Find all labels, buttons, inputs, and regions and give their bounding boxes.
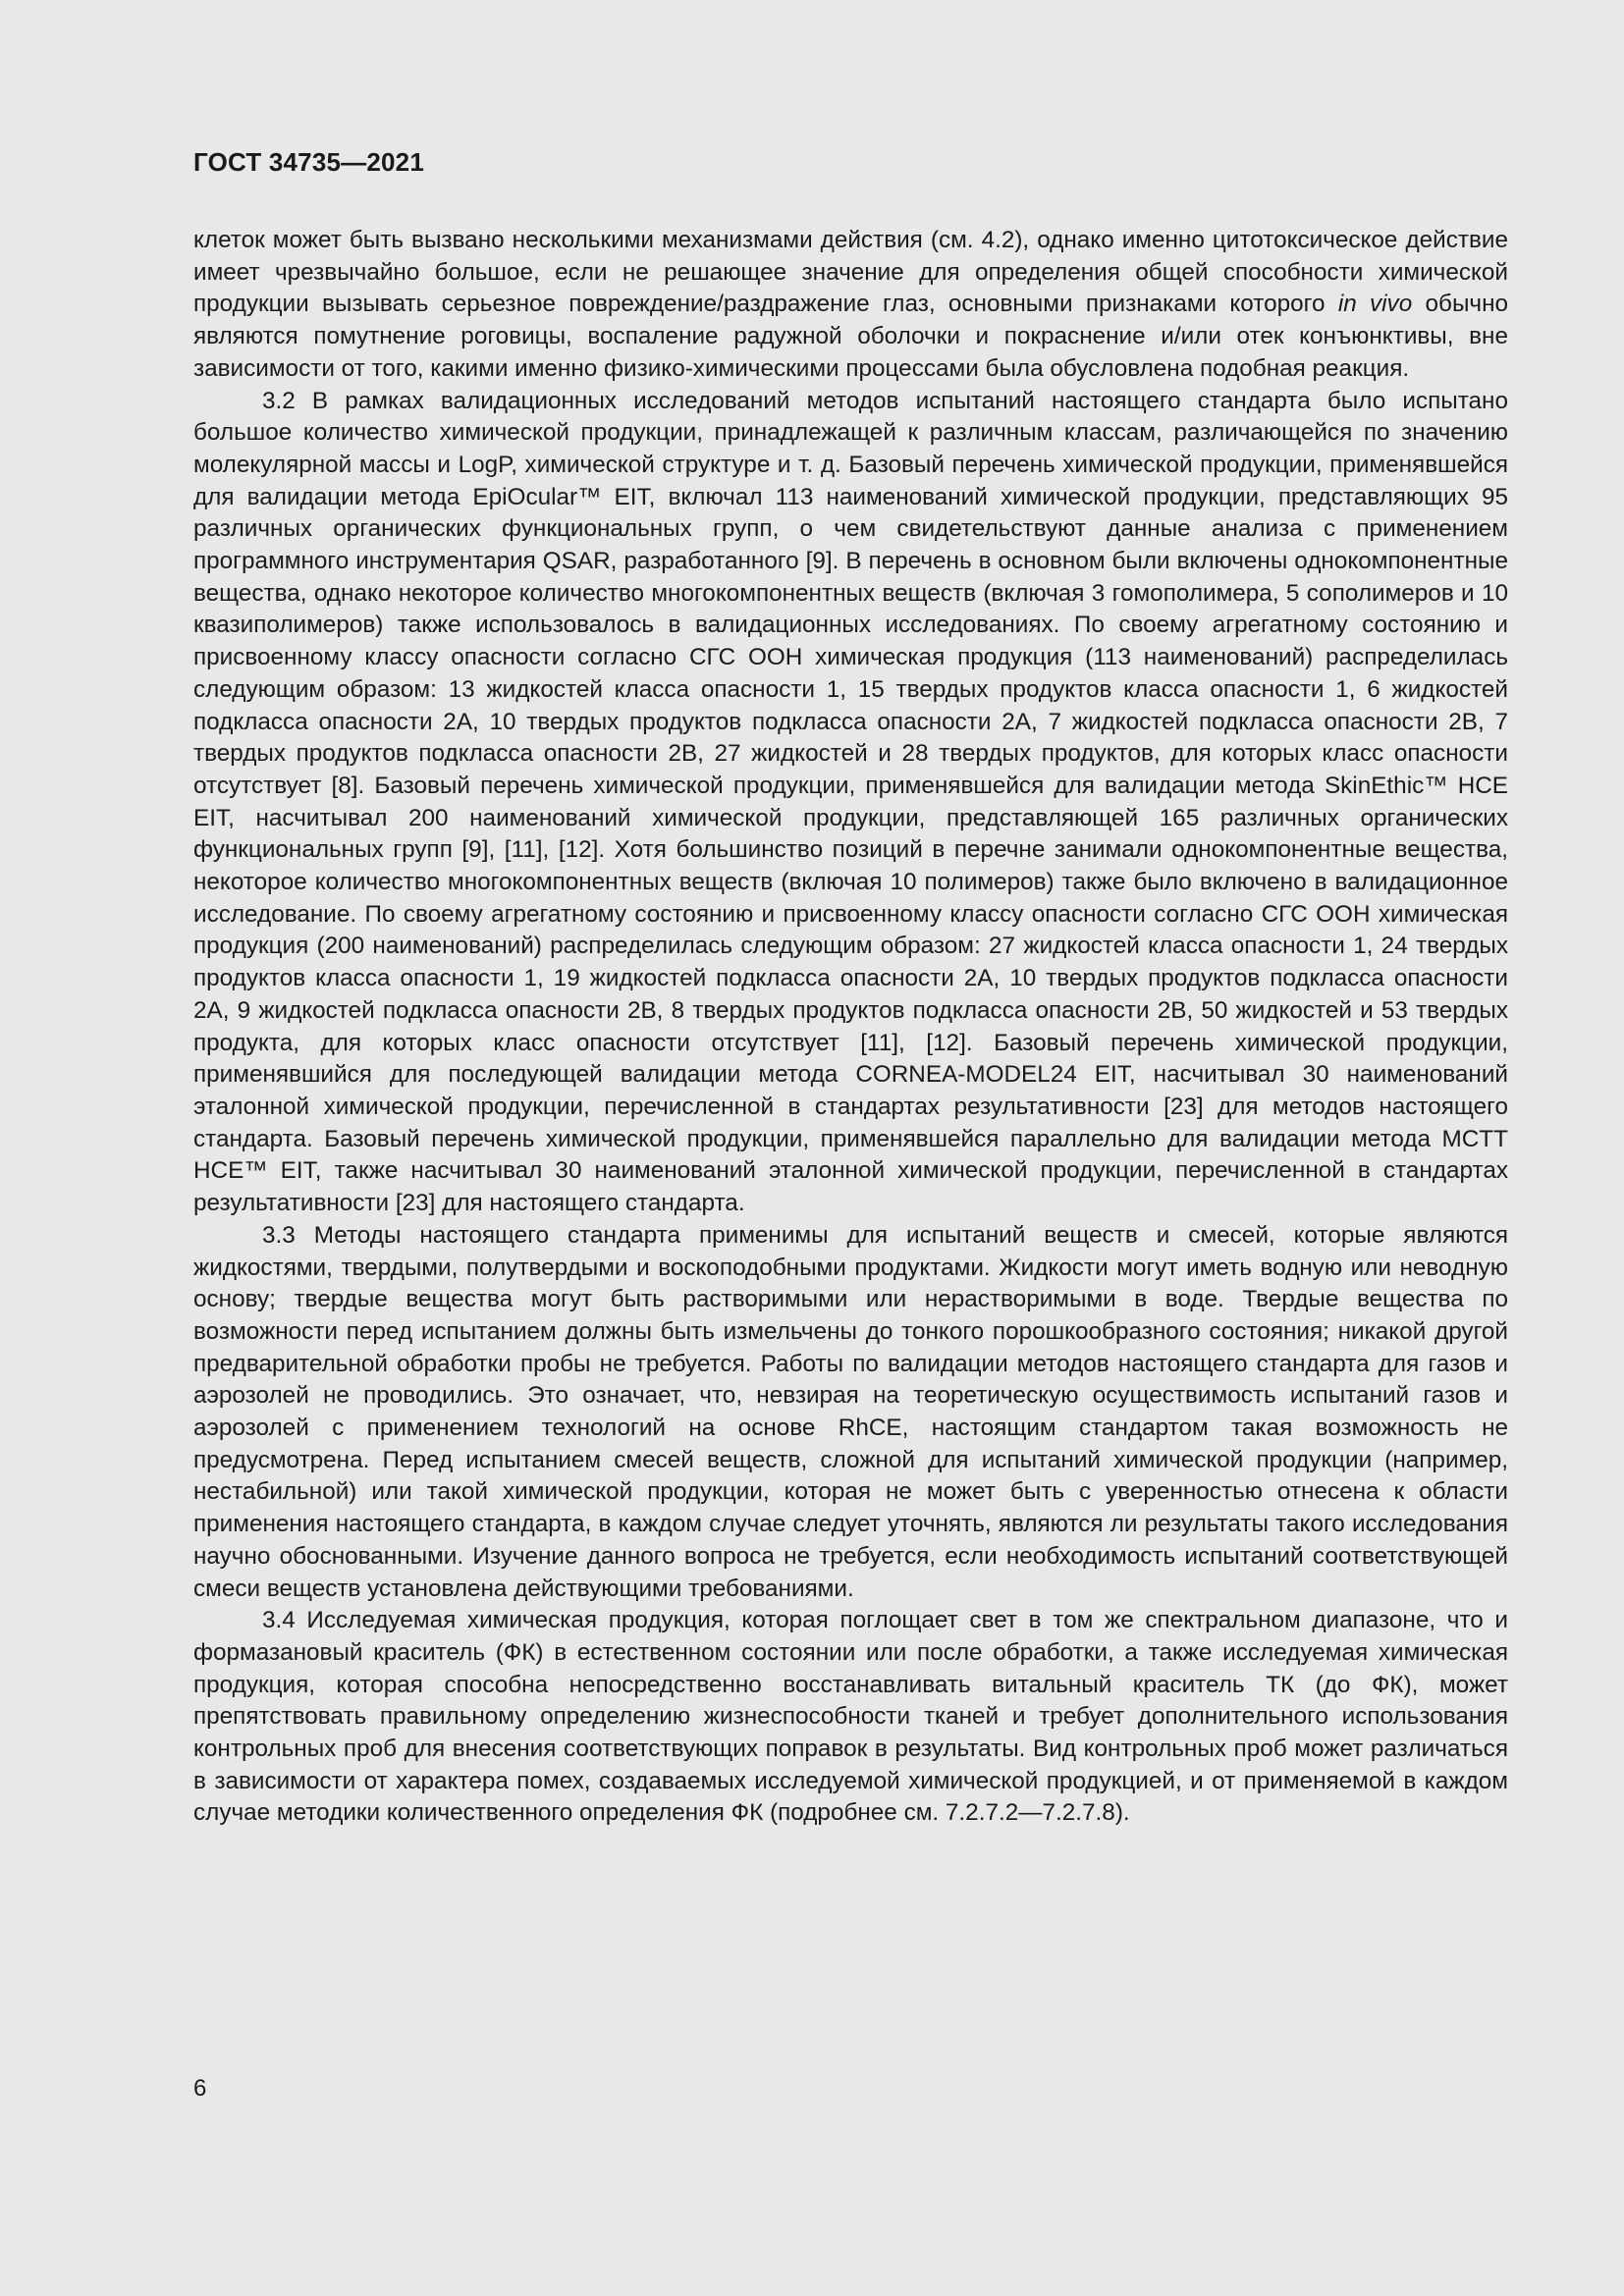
document-body [193, 225, 1508, 1830]
paragraph-continuation [193, 225, 1508, 386]
paragraph-text: клеток может быть вызвано несколькими механизмами действия (см. 4.2), однако именно цитотоксическое действие имеет чрезвычайно большое, если не решающее значение для определения общей способности химической продукции вызывать серьезное повреждение/раздражение глаз, основными признаками которого [193, 227, 1508, 318]
paragraph-3-4: 3.4 Исследуемая химическая продукция, которая поглощает свет в том же спектральном диапазоне, что и формазановый краситель (ФК) в естественном состоянии или после обработки, а также исследуемая химическая продукция, которая способна непосредственно восстанавливать витальный краситель ТК (до ФК), может препятствовать правильному определению жизнеспособности тканей и требует дополнительного использования контрольных проб для внесения соответствующих поправок в результаты. Вид контрольных проб может различаться в зависимости от характера помех, создаваемых исследуемой химической продукцией, и от применяемой в каждом случае методики количественного определения ФК (подробнее см. 7.2.7.2—7.2.7.8). [193, 1607, 1508, 1827]
italic-term: in vivo [1337, 291, 1413, 318]
paragraph-3-2: 3.2 В рамках валидационных исследований методов испытаний настоящего стандарта было испытано большое количество химической продукции, принадлежащей к различным классам, различающейся по значению молекулярной массы и LogP, химической структуре и т. д. Базовый перечень химической продукции, применявшейся для валидации метода EpiOcular™ EIT, включал 113 наименований химической продукции, представляющих 95 различных органических функциональных групп, о чем свидетельствуют данные анализа с применением программного инструментария QSAR, разработанного [9]. В перечень в основном были включены однокомпонентные вещества, однако некоторое количество многокомпонентных веществ (включая 3 гомополимера, 5 сополимеров и 10 квазиполимеров) также использовалось в валидационных исследованиях. По своему агрегатному состоянию и присвоенному классу опасности согласно СГС ООН химическая продукция (113 наименований) распределилась следующим образом: 13 жидкостей класса опасности 1, 15 твердых продуктов класса опасности 1, 6 жидкостей подкласса опасности 2А, 10 твердых продуктов подкласса опасности 2А, 7 жидкостей подкласса опасности 2В, 7 твердых продуктов подкласса опасности 2В, 27 жидкостей и 28 твердых продуктов, для которых класс опасности отсутствует [8]. Базовый перечень химической продукции, применявшейся для валидации метода SkinEthic™ HCE EIT, насчитывал 200 наименований химической продукции, представляющей 165 различных органических функциональных групп [9], [11], [12]. Хотя большинство позиций в перечне занимали однокомпонентные вещества, некоторое количество многокомпонентных веществ (включая 10 полимеров) также было включено в валидационное исследование. По своему агрегатному состоянию и присвоенному классу опасности согласно СГС ООН химическая продукция (200 наименований) распределилась следующим образом: 27 жидкостей класса опасности 1, 24 твердых продуктов класса опасности 1, 19 жидкостей подкласса опасности 2А, 10 твердых продуктов подкласса опасности 2А, 9 жидкостей подкласса опасности 2В, 8 твердых продуктов подкласса опасности 2В, 50 жидкостей и 53 твердых продукта, для которых класс опасности отсутствует [11], [12]. Базовый перечень химической продукции, применявшийся для последующей валидации метода CORNEA-MODEL24 EIT, насчитывал 30 наименований эталонной химической продукции, перечисленной в стандартах результативности [23] для методов настоящего стандарта. Базовый перечень химической продукции, применявшейся параллельно для валидации метода MCTT HCE™ EIT, также насчитывал 30 наименований эталонной химической продукции, перечисленной в стандартах результативности [23] для настоящего стандарта. [193, 387, 1508, 1217]
page-number: 6 [193, 2075, 207, 2102]
paragraph-3-3: 3.3 Методы настоящего стандарта применимы для испытаний веществ и смесей, которые являются жидкостями, твердыми, полутвердыми и воскоподобными продуктами. Жидкости могут иметь водную или неводную основу; твердые вещества могут быть растворимыми или нерастворимыми в воде. Твердые вещества по возможности перед испытанием должны быть измельчены до тонкого порошкообразного состояния; никакой другой предварительной обработки пробы не требуется. Работы по валидации методов настоящего стандарта для газов и аэрозолей не проводились. Это означает, что, невзирая на теоретическую осуществимость испытаний газов и аэрозолей с применением технологий на основе RhCE, настоящим стандартом такая возможность не предусмотрена. Перед испытанием смесей веществ, сложной для испытаний химической продукции (например, нестабильной) или такой химической продукции, которая не может быть с уверенностью отнесена к области применения настоящего стандарта, в каждом случае следует уточнять, являются ли результаты такого исследования научно обоснованными. Изучение данного вопроса не требуется, если необходимость испытаний соответствующей смеси веществ установлена действующими требованиями. [193, 1221, 1508, 1602]
paragraph-text: обычно являются помутнение роговицы, воспаление радужной оболочки и покраснение и/или отек конъюнктивы, вне зависимости от того, какими именно физико-химическими процессами была обусловлена подобная реакция. [193, 291, 1509, 382]
document-header-standard-id: ГОСТ 34735—2021 [193, 147, 424, 177]
